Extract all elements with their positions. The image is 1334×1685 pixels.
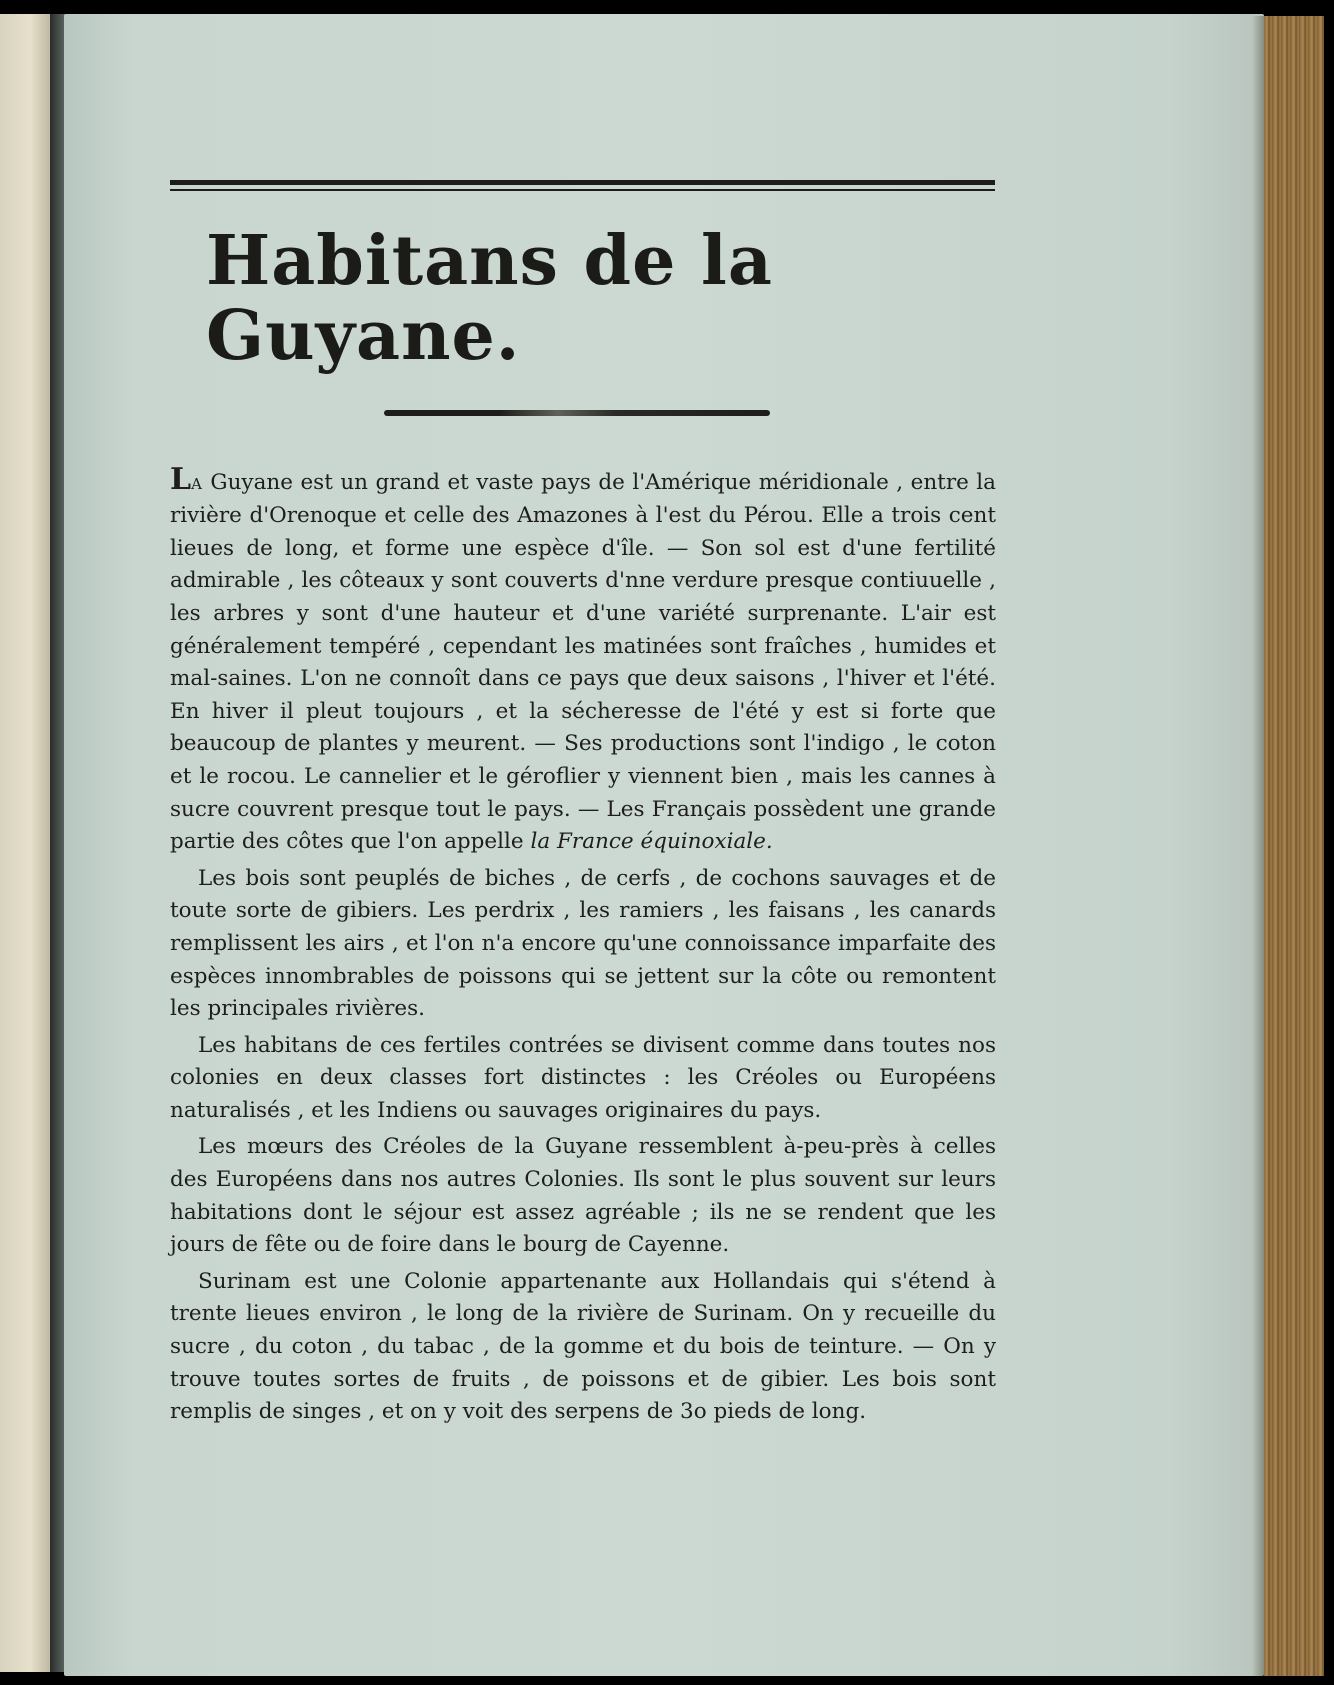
paragraph-1-italic: la France équinoxiale. [530, 829, 773, 855]
paragraph-4: Les mœurs des Créoles de la Guyane ressemblent à-peu-près à celles des Européens dans nos autres Colonies. Ils sont le plus souvent sur leurs habitations dont le séjour est assez agréable ; ils ne se rendent que les jours de fête ou de foire dans le bourg de Cayenne. [170, 1134, 996, 1258]
page-content [170, 180, 1000, 1433]
previous-page-edge [0, 14, 53, 1672]
body-text [170, 461, 996, 1429]
paragraph-1-text: Guyane est un grand et vaste pays de l'Amérique méridionale , entre la rivière d'Orenoque et celle des Amazones à l'est du Pérou. Elle a trois cent lieues de long, et forme une espèce d'île. — Son sol est d'une fertilité admirable , les côteaux y sont couverts d'nne verdure presque contiuuelle , les arbres y sont d'une hauteur et d'une variété surprenante. L'air est généralement tempéré , cependant les matinées sont fraîches , humides et mal-saines. L'on ne connoît dans ce pays que deux saisons , l'hiver et l'été. En hiver il pleut toujours , et la sécheresse de l'été y est si forte que beaucoup de plantes y meurent. — Ses productions sont l'indigo , le coton et le rocou. Le cannelier et le géroflier y viennent bien , mais les cannes à sucre couvrent presque tout le pays. — Les Français possèdent une grande partie des côtes que l'on appelle [170, 469, 996, 855]
header-double-rule [170, 180, 995, 194]
paragraph-1 [170, 461, 996, 859]
header-rule-thick [170, 180, 995, 185]
paragraph-2: Les bois sont peuplés de biches , de cerfs , de cochons sauvages et de toute sorte de gibiers. Les perdrix , les ramiers , les faisans , les canards remplissent les airs , et l'on n'a encore qu'une connoissance imparfaite des espèces innombrables de poissons qui se jettent sur la côte ou remontent les principales rivières. [170, 865, 996, 1022]
small-capital: A [191, 474, 203, 493]
paragraph-3: Les habitans de ces fertiles contrées se divisent comme dans toutes nos colonies en deux classes fort distinctes : les Créoles ou Européens naturalisés , et les Indiens ou sauvages originaires du pays. [170, 1032, 996, 1123]
drop-capital: L [170, 461, 192, 497]
title-ornamental-rule [384, 410, 770, 416]
header-rule-thin [170, 189, 995, 191]
page-title: Habitans de la Guyane. [206, 221, 773, 376]
paragraph-5: Surinam est une Colonie appartenante aux Hollandais qui s'étend à trente lieues environ , le long de la rivière de Surinam. On y recueille du sucre , du coton , du tabac , de la gomme et du bois de teinture. — On y trouve toutes sortes de fruits , de poissons et de gibier. Les bois sont remplis de singes , et on y voit des serpens de 3o pieds de long. [170, 1268, 996, 1425]
gilded-fore-edge [1264, 16, 1324, 1676]
